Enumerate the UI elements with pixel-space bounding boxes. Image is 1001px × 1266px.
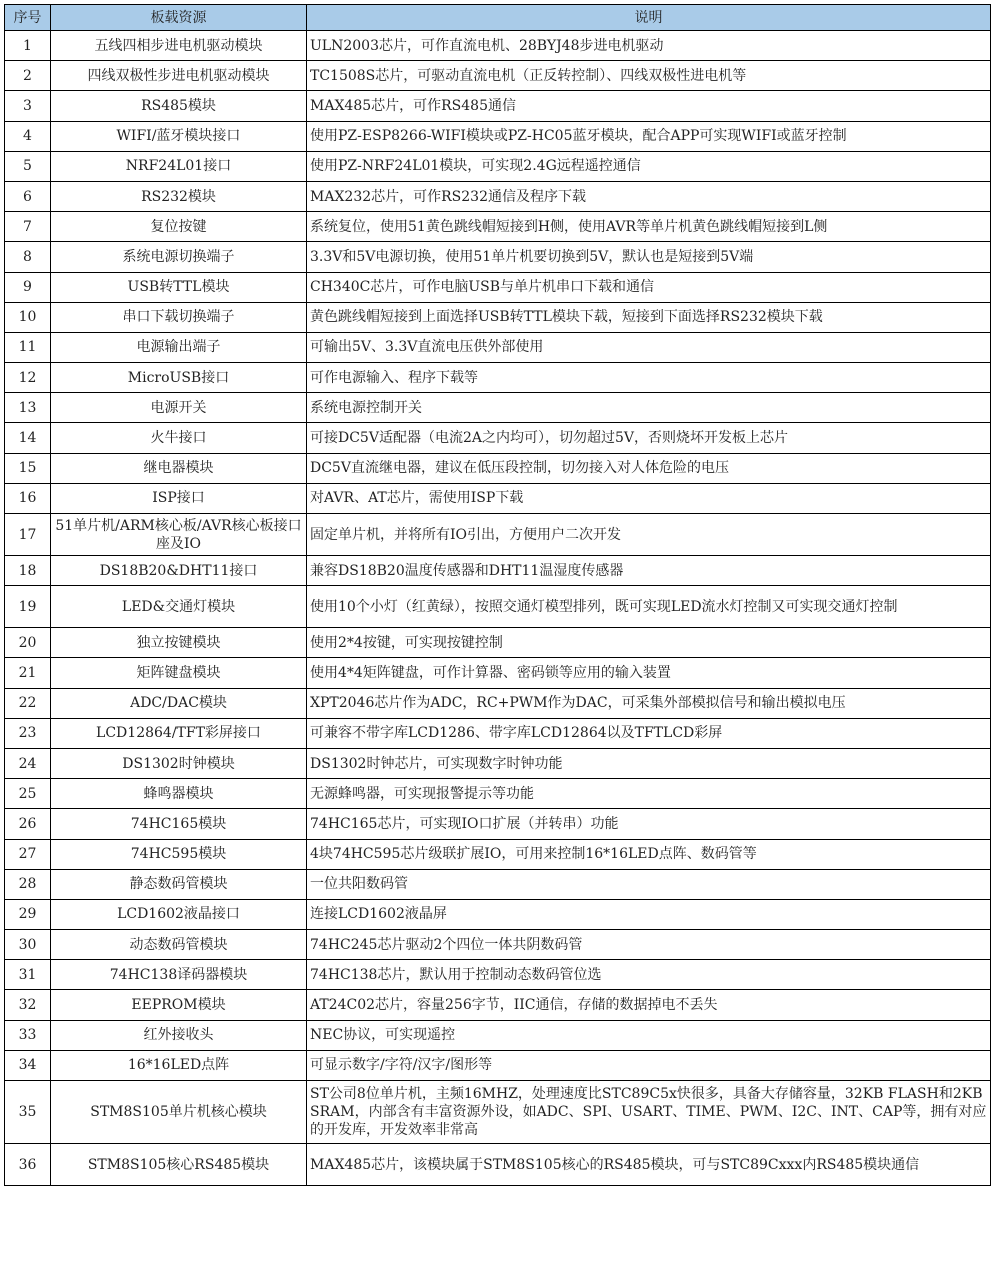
row-resource: 四线双极性步进电机驱动模块	[51, 61, 307, 91]
table-row	[5, 363, 991, 393]
table-row	[5, 839, 991, 869]
row-description: DC5V直流继电器，建议在低压段控制，切勿接入对人体危险的电压	[307, 453, 991, 483]
row-description: NEC协议，可实现遥控	[307, 1020, 991, 1050]
row-description: 黄色跳线帽短接到上面选择USB转TTL模块下载，短接到下面选择RS232模块下载	[307, 302, 991, 332]
table-row	[5, 658, 991, 688]
row-number: 18	[5, 556, 51, 586]
table-row	[5, 718, 991, 748]
row-resource: EEPROM模块	[51, 990, 307, 1020]
table-row	[5, 1020, 991, 1050]
row-resource: 串口下载切换端子	[51, 302, 307, 332]
row-number: 14	[5, 423, 51, 453]
table-row	[5, 930, 991, 960]
table-row	[5, 393, 991, 423]
row-number: 31	[5, 960, 51, 990]
row-resource: 五线四相步进电机驱动模块	[51, 31, 307, 61]
row-number: 21	[5, 658, 51, 688]
row-description: 系统电源控制开关	[307, 393, 991, 423]
row-number: 15	[5, 453, 51, 483]
table-row	[5, 302, 991, 332]
table-row	[5, 1081, 991, 1144]
table-row	[5, 586, 991, 628]
row-resource: 静态数码管模块	[51, 869, 307, 899]
row-description: 74HC245芯片驱动2个四位一体共阴数码管	[307, 930, 991, 960]
row-resource: USB转TTL模块	[51, 272, 307, 302]
row-number: 6	[5, 181, 51, 211]
row-description: 连接LCD1602液晶屏	[307, 899, 991, 929]
row-number: 24	[5, 748, 51, 778]
table-row	[5, 242, 991, 272]
table-row	[5, 899, 991, 929]
table-row	[5, 453, 991, 483]
table-row	[5, 990, 991, 1020]
row-number: 30	[5, 930, 51, 960]
row-resource: 16*16LED点阵	[51, 1050, 307, 1080]
row-number: 8	[5, 242, 51, 272]
row-number: 28	[5, 869, 51, 899]
header-desc: 说明	[307, 5, 991, 31]
header-resource: 板载资源	[51, 5, 307, 31]
row-resource: RS485模块	[51, 91, 307, 121]
row-description: AT24C02芯片，容量256字节，IIC通信，存储的数据掉电不丢失	[307, 990, 991, 1020]
table-row	[5, 91, 991, 121]
table-row	[5, 61, 991, 91]
row-number: 20	[5, 628, 51, 658]
row-resource: 红外接收头	[51, 1020, 307, 1050]
row-resource: 电源开关	[51, 393, 307, 423]
table-row	[5, 212, 991, 242]
table-row	[5, 423, 991, 453]
row-resource: 51单片机/ARM核心板/AVR核心板接口座及IO	[51, 514, 307, 556]
table-row	[5, 151, 991, 181]
row-number: 34	[5, 1050, 51, 1080]
table-row	[5, 809, 991, 839]
resource-table	[4, 4, 991, 1186]
row-resource: LED&交通灯模块	[51, 586, 307, 628]
row-description: 74HC165芯片，可实现IO口扩展（并转串）功能	[307, 809, 991, 839]
row-description: 3.3V和5V电源切换，使用51单片机要切换到5V，默认也是短接到5V端	[307, 242, 991, 272]
row-description: 无源蜂鸣器，可实现报警提示等功能	[307, 779, 991, 809]
row-number: 27	[5, 839, 51, 869]
row-description: MAX485芯片，该模块属于STM8S105核心的RS485模块，可与STC89Cxxx内RS485模块通信	[307, 1144, 991, 1186]
row-resource: 动态数码管模块	[51, 930, 307, 960]
row-number: 3	[5, 91, 51, 121]
table-row	[5, 1144, 991, 1186]
row-resource: DS18B20&DHT11接口	[51, 556, 307, 586]
table-row	[5, 869, 991, 899]
row-description: DS1302时钟芯片，可实现数字时钟功能	[307, 748, 991, 778]
row-number: 13	[5, 393, 51, 423]
header-row	[5, 5, 991, 31]
row-number: 4	[5, 121, 51, 151]
table-row	[5, 31, 991, 61]
row-description: 可输出5V、3.3V直流电压供外部使用	[307, 332, 991, 362]
row-resource: 74HC595模块	[51, 839, 307, 869]
header-no: 序号	[5, 5, 51, 31]
table-row	[5, 688, 991, 718]
table-row	[5, 556, 991, 586]
row-number: 7	[5, 212, 51, 242]
row-description: 可接DC5V适配器（电流2A之内均可），切勿超过5V，否则烧坏开发板上芯片	[307, 423, 991, 453]
row-number: 25	[5, 779, 51, 809]
row-description: CH340C芯片，可作电脑USB与单片机串口下载和通信	[307, 272, 991, 302]
row-resource: RS232模块	[51, 181, 307, 211]
row-number: 17	[5, 514, 51, 556]
table-row	[5, 1050, 991, 1080]
row-resource: STM8S105核心RS485模块	[51, 1144, 307, 1186]
row-number: 33	[5, 1020, 51, 1050]
row-number: 9	[5, 272, 51, 302]
row-resource: ISP接口	[51, 483, 307, 513]
table-row	[5, 483, 991, 513]
row-description: 固定单片机，并将所有IO引出，方便用户二次开发	[307, 514, 991, 556]
row-description: ULN2003芯片，可作直流电机、28BYJ48步进电机驱动	[307, 31, 991, 61]
row-description: 对AVR、AT芯片，需使用ISP下载	[307, 483, 991, 513]
row-resource: NRF24L01接口	[51, 151, 307, 181]
row-resource: 继电器模块	[51, 453, 307, 483]
row-resource: 独立按键模块	[51, 628, 307, 658]
row-number: 22	[5, 688, 51, 718]
row-number: 11	[5, 332, 51, 362]
row-number: 23	[5, 718, 51, 748]
row-resource: DS1302时钟模块	[51, 748, 307, 778]
row-number: 26	[5, 809, 51, 839]
row-description: TC1508S芯片，可驱动直流电机（正反转控制）、四线双极性进电机等	[307, 61, 991, 91]
row-resource: LCD12864/TFT彩屏接口	[51, 718, 307, 748]
row-description: 使用4*4矩阵键盘，可作计算器、密码锁等应用的输入装置	[307, 658, 991, 688]
table-row	[5, 628, 991, 658]
row-number: 10	[5, 302, 51, 332]
row-description: 4块74HC595芯片级联扩展IO，可用来控制16*16LED点阵、数码管等	[307, 839, 991, 869]
row-number: 5	[5, 151, 51, 181]
row-description: XPT2046芯片作为ADC，RC+PWM作为DAC，可采集外部模拟信号和输出模拟电压	[307, 688, 991, 718]
row-resource: 复位按键	[51, 212, 307, 242]
row-number: 19	[5, 586, 51, 628]
row-number: 12	[5, 363, 51, 393]
row-number: 35	[5, 1081, 51, 1144]
row-resource: 系统电源切换端子	[51, 242, 307, 272]
row-number: 1	[5, 31, 51, 61]
row-resource: STM8S105单片机核心模块	[51, 1081, 307, 1144]
row-description: 一位共阳数码管	[307, 869, 991, 899]
row-resource: 火牛接口	[51, 423, 307, 453]
table-row	[5, 272, 991, 302]
row-resource: WIFI/蓝牙模块接口	[51, 121, 307, 151]
row-resource: 电源输出端子	[51, 332, 307, 362]
row-resource: 74HC138译码器模块	[51, 960, 307, 990]
row-resource: LCD1602液晶接口	[51, 899, 307, 929]
row-description: 74HC138芯片，默认用于控制动态数码管位选	[307, 960, 991, 990]
table-row	[5, 779, 991, 809]
row-resource: 矩阵键盘模块	[51, 658, 307, 688]
row-description: MAX232芯片，可作RS232通信及程序下载	[307, 181, 991, 211]
row-description: 可作电源输入、程序下载等	[307, 363, 991, 393]
table-row	[5, 514, 991, 556]
table-row	[5, 181, 991, 211]
row-description: 系统复位，使用51黄色跳线帽短接到H侧，使用AVR等单片机黄色跳线帽短接到L侧	[307, 212, 991, 242]
row-description: 可显示数字/字符/汉字/图形等	[307, 1050, 991, 1080]
table-row	[5, 748, 991, 778]
row-description: ST公司8位单片机，主频16MHZ，处理速度比STC89C5x快很多，具备大存储容量，32KB FLASH和2KB SRAM，内部含有丰富资源外设，如ADC、SPI、USART、TIME、PWM、I2C、INT、CAP等，拥有对应的开发库，开发效率非常高	[307, 1081, 991, 1144]
row-description: 使用PZ-NRF24L01模块，可实现2.4G远程遥控通信	[307, 151, 991, 181]
row-description: 可兼容不带字库LCD1286、带字库LCD12864以及TFTLCD彩屏	[307, 718, 991, 748]
row-resource: 蜂鸣器模块	[51, 779, 307, 809]
row-number: 32	[5, 990, 51, 1020]
row-number: 2	[5, 61, 51, 91]
table-row	[5, 332, 991, 362]
row-description: 使用2*4按键，可实现按键控制	[307, 628, 991, 658]
row-description: 使用10个小灯（红黄绿），按照交通灯模型排列，既可实现LED流水灯控制又可实现交通灯控制	[307, 586, 991, 628]
row-number: 29	[5, 899, 51, 929]
row-description: 兼容DS18B20温度传感器和DHT11温湿度传感器	[307, 556, 991, 586]
row-number: 36	[5, 1144, 51, 1186]
row-resource: ADC/DAC模块	[51, 688, 307, 718]
table-row	[5, 960, 991, 990]
row-number: 16	[5, 483, 51, 513]
row-resource: MicroUSB接口	[51, 363, 307, 393]
row-description: MAX485芯片，可作RS485通信	[307, 91, 991, 121]
table-row	[5, 121, 991, 151]
row-resource: 74HC165模块	[51, 809, 307, 839]
row-description: 使用PZ-ESP8266-WIFI模块或PZ-HC05蓝牙模块，配合APP可实现WIFI或蓝牙控制	[307, 121, 991, 151]
